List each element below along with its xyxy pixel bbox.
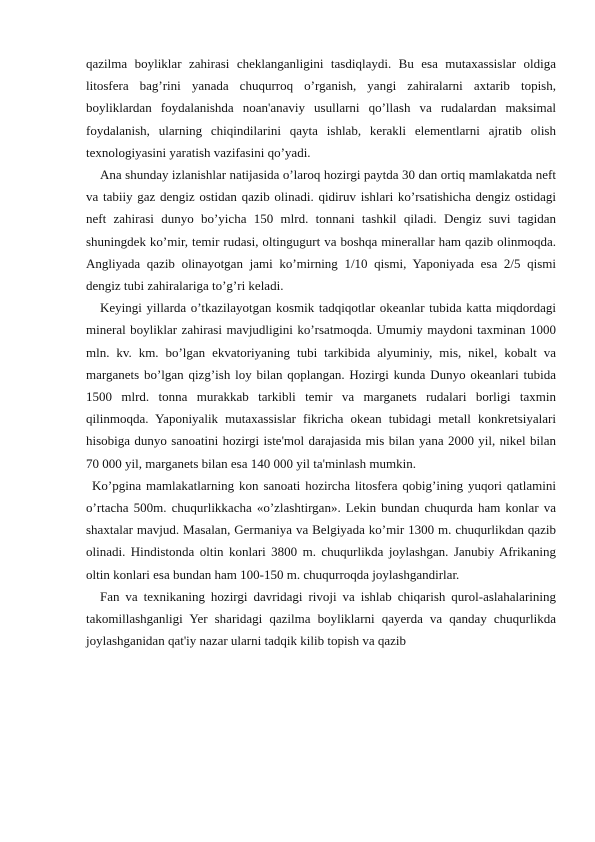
- paragraph-3: Keyingi yillarda o’tkazilayotgan kosmik tadqiqotlar okeanlar tubida katta miqdordagi mineral boyliklar zahirasi mavjudligini ko’rsatmoqda. Umumiy maydoni taxminan 1000 mln. kv. km. bo’lgan ekvatoriyaning tubi tarkibida alyuminiy, mis, nikel, kobalt va marganets bo’lgan qizg’ish loy bilan qoplangan. Hozirgi kunda Dunyo okeanlari tubida 1500 mlrd. tonna murakkab tarkibli temir va marganets rudalari borligi taxmin qilinmoqda. Yaponiyalik mutaxassislar fikricha okean tubidagi metall konkretsiyalari hisobiga dunyo sanoatini hozirgi iste'mol darajasida mis bilan yana 2000 yil, nikel bilan 70 000 yil, marganets bilan esa 140 000 yil ta'minlash mumkin.: [86, 300, 556, 471]
- paragraph-1: qazilma boyliklar zahirasi cheklanganligini tasdiqlaydi. Bu esa mutaxassislar oldiga litosfera bag’rini yanada chuqurroq o’rganish, yangi zahiralarni axtarib topish, boyliklardan foydalanishda noan'anaviy usullarni qo’llash va rudalardan maksimal foydalanish, ularning chiqindilarini qayta ishlab, kerakli elementlarni ajratib olish texnologiyasini yaratish vazifasini qo’yadi.: [86, 56, 556, 160]
- paragraph-5: Fan va texnikaning hozirgi davridagi rivoji va ishlab chiqarish qurol-aslahalarining takomillashganligi Yer sharidagi qazilma boyliklarni qayerda va qanday chuqurlikda joylashganidan qat'iy nazar ularni tadqik kilib topish va qazib: [86, 588, 556, 649]
- document-body: [86, 53, 556, 652]
- paragraph-4: Ko’pgina mamlakatlarning kon sanoati hozircha litosfera qobig’ining yuqori qatlamini o’rtacha 500m. chuqurlikkacha «o’zlashtirgan». Lekin bundan chuqurda ham konlar va shaxtalar mavjud. Masalan, Germaniya va Belgiyada ko’mir 1300 m. chuqurlikdan qazib olinadi. Hindistonda oltin konlari 3800 m. chuqurlikda joylashgan. Janubiy Afrikaning oltin konlari esa bundan ham 100-150 m. chuqurroqda joylashgandirlar.: [86, 477, 556, 582]
- paragraph-2: Ana shunday izlanishlar natijasida o’laroq hozirgi paytda 30 dan ortiq mamlakatda neft va tabiiy gaz dengiz ostidan qazib olinadi. qidiruv ishlari ko’rsatishicha dengiz ostidagi neft zahirasi dunyo bo’yicha 150 mlrd. tonnani tashkil qiladi. Dengiz suvi tagidan shuningdek ko’mir, temir rudasi, oltingugurt va boshqa minerallar ham qazib olinmoqda. Angliyada qazib olinayotgan jami ko’mirning 1/10 qismi, Yaponiyada esa 2/5 qismi dengiz tubi zahiralariga to’g’ri keladi.: [86, 167, 556, 294]
